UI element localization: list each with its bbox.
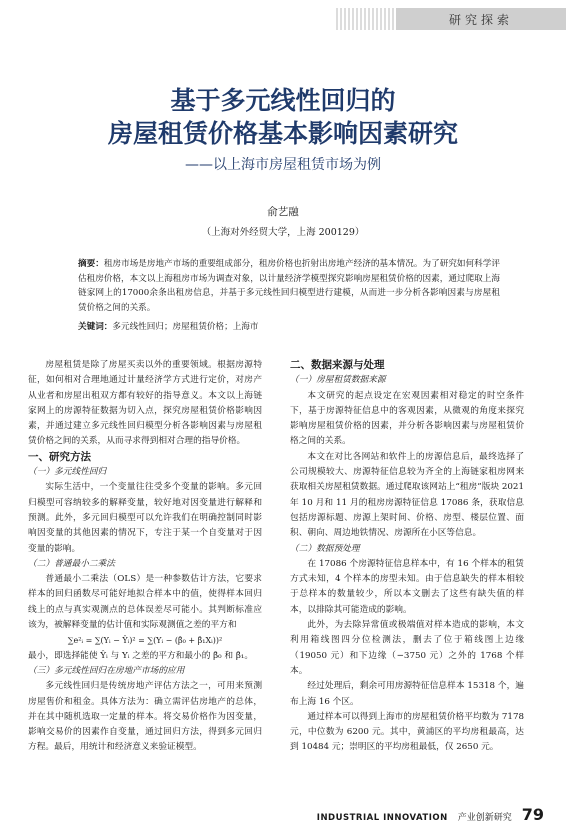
subheading-application: （三）多元线性回归在房地产市场的应用 — [28, 665, 185, 676]
abstract-label: 摘要： — [78, 259, 104, 269]
page-footer — [317, 805, 544, 824]
abstract — [78, 257, 500, 315]
author-name: 俞艺融 — [267, 206, 299, 218]
article-title — [0, 84, 566, 150]
author-affiliation: （上海对外经贸大学，上海 200129） — [201, 227, 365, 238]
article-title-line1: 基于多元线性回归的 — [170, 86, 396, 115]
paragraph-mlr: 实际生活中，一个变量往往受多个变量的影响。多元回归模型可容纳较多的解释变量，较好地对因变量进行解释和预测。此外，多元回归模型可以允许我们在明确控制同时影响因变量的其他因素的情况下，专注于某一个自变量对于因变量的影响。 — [28, 482, 262, 554]
keywords — [78, 320, 500, 332]
section-heading-methods: 一、研究方法 — [28, 450, 91, 463]
section-heading-data: 二、数据来源与处理 — [290, 359, 385, 371]
article-subtitle: ——以上海市房屋租赁市场为例 — [185, 157, 381, 173]
subheading-ols: （二）普通最小二乘法 — [28, 558, 115, 569]
paragraph-data-source-2: 本文在对比各网站和软件上的房源信息后，最终选择了公司规模较大、房源特征信息较为齐全的上海链家租房网来获取相关房屋租赁数据。通过爬取该网站上“租房”版块 2021 年 10 月和 11 月的租房房源特征信息 17086 条，获取信息包括房源标题、房源上架时间、价格、房型、楼层位置、面积、朝向、周边地铁情况、房源所在小区等信息。 — [290, 451, 524, 539]
paragraph-preprocessing-4: 通过样本可以得到上海市的房屋租赁价格平均数为 7178 元，中位数为 6200 元。其中，黄浦区的平均房租最高，达到 10484 元；崇明区的平均房租最低，仅 2650 元。 — [290, 711, 524, 753]
article-title-line2: 房屋租赁价格基本影响因素研究 — [107, 119, 458, 148]
right-column — [290, 358, 524, 756]
paragraph-preprocessing-2: 此外，为去除异常值或极端值对样本造成的影响，本文利用箱线图四分位检测法，删去了位于箱线图上边缘（19050 元）和下边缘（−3750 元）之外的 1768 个样本。 — [290, 620, 524, 676]
ols-formula: ∑e²ᵢ = ∑(Yᵢ − Ŷᵢ)² = ∑(Yᵢ − (β̂₀ + β̂₁Xᵢ))² — [67, 636, 223, 646]
keywords-text: 多元线性回归；房屋租赁价格；上海市 — [112, 322, 259, 332]
keywords-label: 关键词： — [78, 322, 113, 332]
intro-paragraph: 房屋租赁是除了房屋买卖以外的重要领域。根据房源特征，如何相对合理地通过计量经济学方式进行定价，对房产从业者和房屋出租双方都有较好的指导意义。本文以上海链家网上的房源特征数据为切入点，探究房屋租赁价格影响因素，并通过建立多元线性回归模型分析各影响因素与房屋租赁价格之间的关系，从而寻求得到相对合理的指导价格。 — [28, 360, 262, 447]
footer-brand: INDUSTRIAL INNOVATION — [316, 813, 448, 823]
paragraph-application: 多元线性回归是传统房地产评估方法之一，可用来预测房屋售价和租金。具体方法为：确立需评估房地产的总体，并在其中随机选取一定量的样本。将交易价格作为因变量，影响交易价的因素作自变量，通过回归方法，得到多元回归方程。最后，用统计和经济意义来验证模型。 — [28, 681, 262, 753]
page-number: 79 — [521, 805, 544, 824]
subheading-mlr: （一）多元线性回归 — [28, 467, 107, 478]
paragraph-ols-min: 最小，即选择能使 Ŷᵢ 与 Yᵢ 之差的平方和最小的 β̂₀ 和 β̂₁。 — [28, 650, 254, 661]
section-label: 研究探索 — [448, 12, 513, 27]
abstract-text: 租房市场是房地产市场的重要组成部分，租房价格也折射出房地产经济的基本情况。为了研究如何科学评估租房价格，本文以上海租房市场为调查对象，以计量经济学模型探究影响房屋租赁价格的因素，通过爬取上海链家网上的17000余条出租房信息，并基于多元线性回归模型进行建模，从而进一步分析各影响因素与房屋租赁价格之间的关系。 — [78, 259, 500, 313]
paragraph-data-source-1: 本文研究的起点设定在宏观因素相对稳定的时空条件下，基于房源特征信息中的客观因素，从微观的角度来探究影响房屋租赁价格的因素，并分析各影响因素与房屋租赁价格之间的关系。 — [290, 390, 524, 447]
footer-journal: 产业创新研究 — [457, 813, 512, 823]
left-column — [28, 358, 262, 756]
paragraph-ols: 普通最小二乘法（OLS）是一种参数估计方法，它要求样本的回归函数尽可能好地拟合样本中的值，使得样本回归线上的点与真实观测点的总体误差尽可能小。其判断标准应该为，被解释变量的估计值和实际观测值之差的平方和 — [28, 574, 262, 631]
section-header-band — [396, 8, 566, 30]
paragraph-preprocessing-1: 在 17086 个房源特征信息样本中，有 16 个样本的租赁方式未知，4 个样本的房型未知。由于信息缺失的样本相较于总样本的数量较少，所以本文删去了这些有缺失值的样本，以排除其可能造成的影响。 — [290, 558, 524, 615]
paragraph-preprocessing-3: 经过处理后，剩余可用房源特征信息样本 15318 个，遍布上海 16 个区。 — [290, 681, 524, 707]
subheading-data-source: （一）房屋租赁数据来源 — [290, 375, 386, 386]
subheading-preprocessing: （二）数据预处理 — [290, 543, 360, 554]
header-hatch-decoration — [336, 8, 396, 30]
